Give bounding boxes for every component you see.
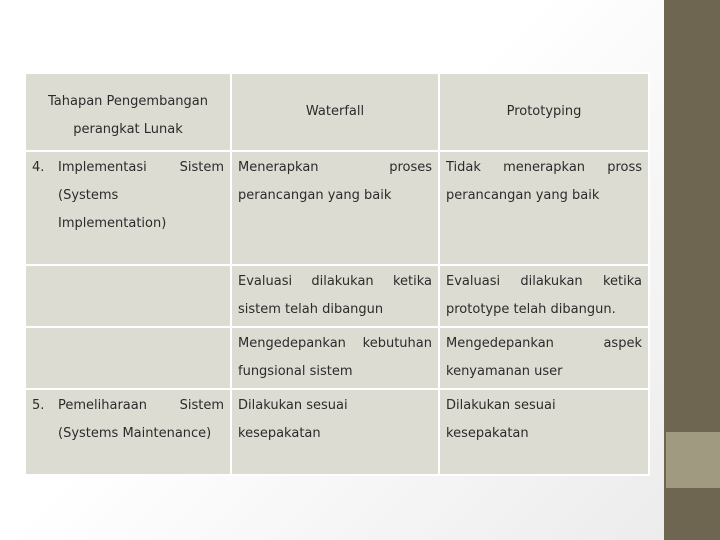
waterfall-cell [231, 151, 439, 265]
stage-word: Sistem [179, 398, 224, 413]
cell-word: proses [389, 160, 432, 175]
stage-cell-maintenance [25, 389, 231, 475]
cell-line [238, 154, 432, 182]
cell-line [446, 268, 642, 296]
table-row [25, 327, 649, 389]
cell-line: sistem telah dibangun [238, 302, 384, 317]
comparison-table [24, 72, 650, 476]
cell-word: aspek [603, 336, 642, 351]
stage-cell-implementation [25, 151, 231, 265]
prototyping-cell [439, 151, 649, 265]
cell-line [446, 154, 642, 182]
cell-word: dilakukan [520, 274, 583, 289]
header-waterfall-label: Waterfall [305, 104, 365, 119]
table-row [25, 389, 649, 475]
cell-line: prototype telah dibangun. [446, 302, 616, 317]
waterfall-cell [231, 265, 439, 327]
cell-line: perancangan yang baik [446, 188, 600, 203]
table-header-row [25, 73, 649, 151]
cell-line [238, 268, 432, 296]
stage-line2: (Systems [58, 188, 119, 203]
prototyping-cell [439, 265, 649, 327]
stage-line2: (Systems Maintenance) [58, 426, 212, 441]
header-stage-line1: Tahapan Pengembangan [48, 94, 208, 109]
cell-word: Mengedepankan [446, 336, 554, 351]
stage-line1 [32, 154, 224, 182]
prototyping-cell [439, 389, 649, 475]
side-bar-accent [666, 432, 720, 488]
prototyping-cell [439, 327, 649, 389]
cell-word: Evaluasi [238, 274, 293, 289]
header-stage [25, 73, 231, 151]
header-prototyping [439, 73, 649, 151]
cell-line: perancangan yang baik [238, 188, 392, 203]
stage-word: Sistem [179, 160, 224, 175]
waterfall-cell [231, 327, 439, 389]
stage-word: Pemeliharaan [58, 398, 147, 413]
cell-line: Dilakukan sesuai kesepakatan [446, 398, 556, 441]
cell-word: Tidak [446, 160, 481, 175]
cell-word: menerapkan [503, 160, 586, 175]
cell-word: pross [607, 160, 642, 175]
stage-line3: Implementation) [58, 216, 167, 231]
stage-word: Implementasi [58, 160, 147, 175]
cell-word: Menerapkan [238, 160, 319, 175]
waterfall-cell [231, 389, 439, 475]
header-waterfall [231, 73, 439, 151]
cell-word: ketika [602, 274, 642, 289]
stage-line1 [32, 392, 224, 420]
cell-word: kebutuhan [362, 336, 432, 351]
cell-line: Dilakukan sesuai kesepakatan [238, 398, 348, 441]
cell-word: dilakukan [311, 274, 374, 289]
header-prototyping-label: Prototyping [506, 104, 582, 119]
cell-word: Evaluasi [446, 274, 501, 289]
cell-line: kenyamanan user [446, 364, 563, 379]
cell-line [446, 330, 642, 358]
cell-line: fungsional sistem [238, 364, 353, 379]
stage-cell-empty [25, 327, 231, 389]
cell-line [238, 330, 432, 358]
header-stage-line2: perangkat Lunak [73, 122, 183, 137]
stage-cell-empty [25, 265, 231, 327]
cell-word: Mengedepankan [238, 336, 346, 351]
stage-number: 5. [32, 398, 45, 413]
table-row [25, 265, 649, 327]
cell-word: ketika [392, 274, 432, 289]
table-row [25, 151, 649, 265]
stage-number: 4. [32, 160, 45, 175]
